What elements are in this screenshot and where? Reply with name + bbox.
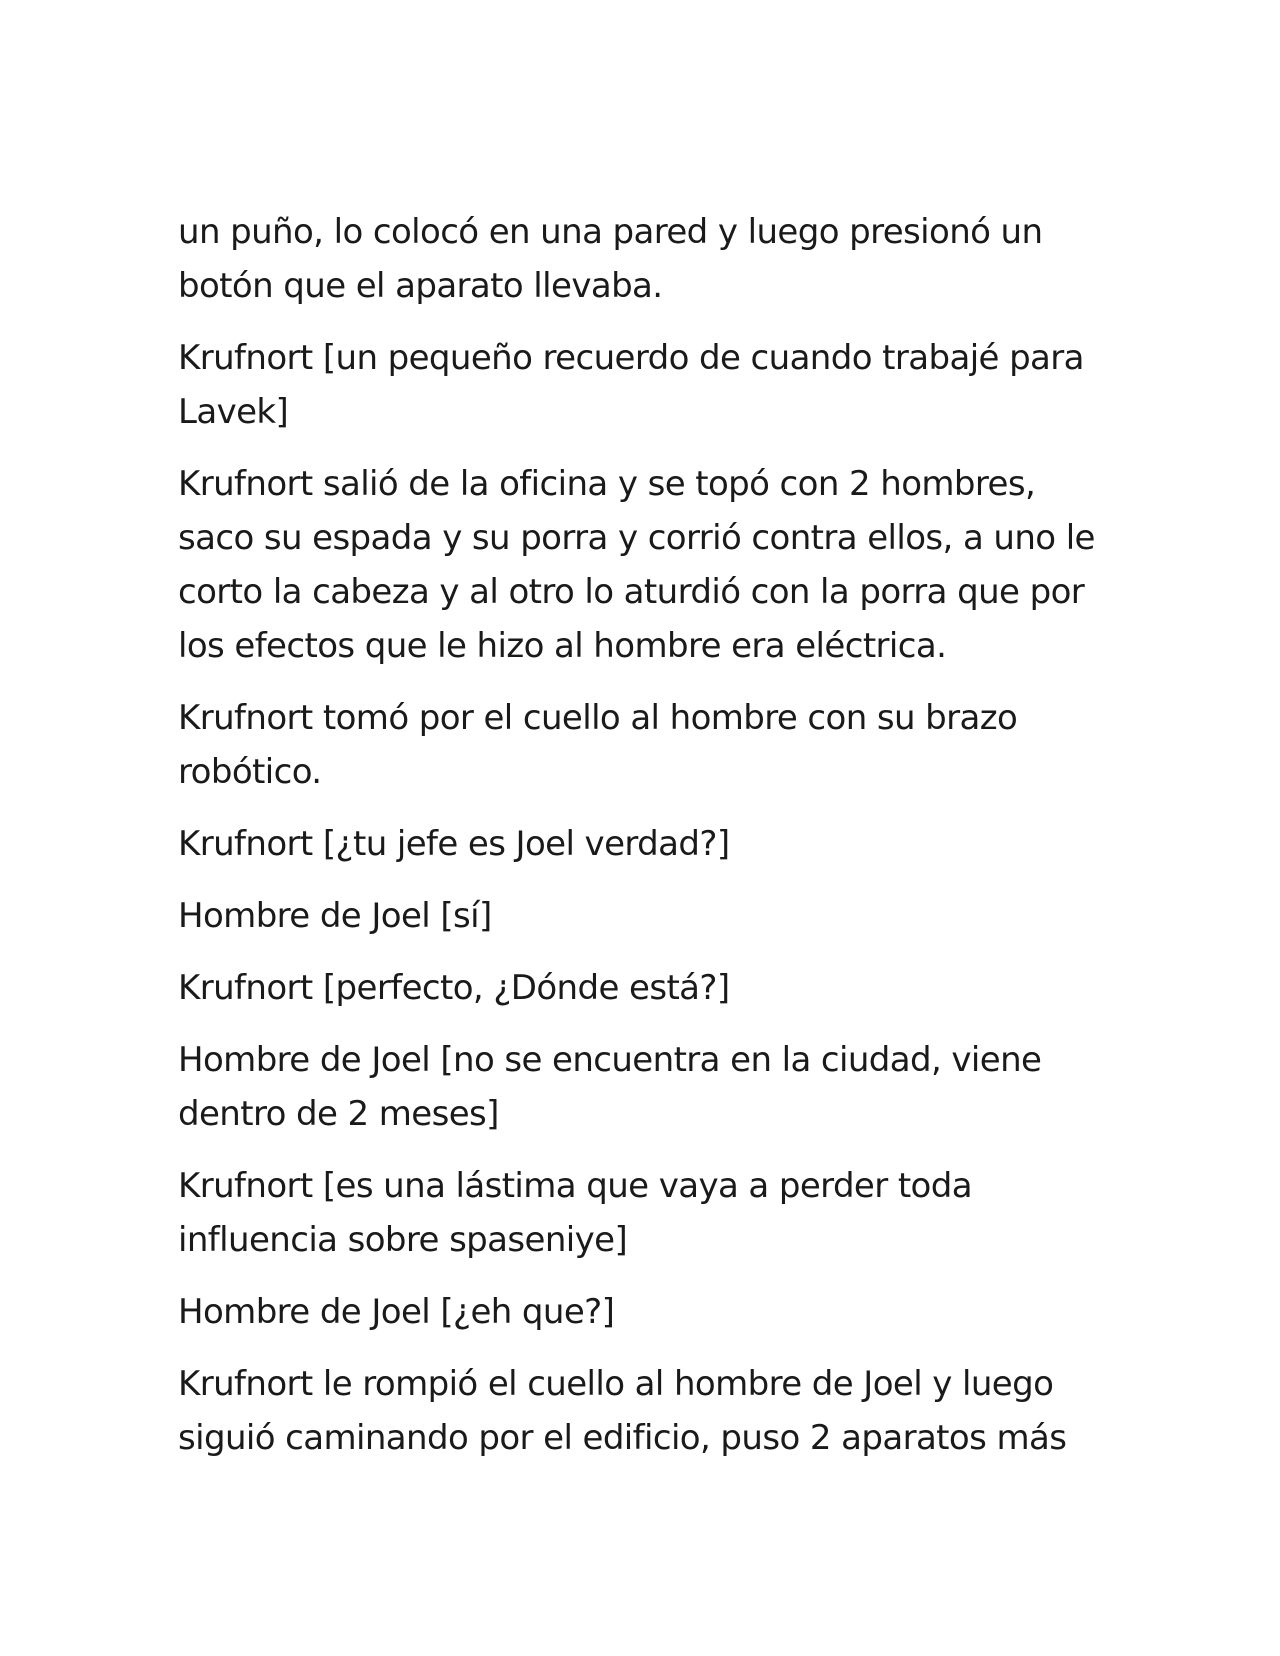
paragraph: Krufnort le rompió el cuello al hombre de Joel y luego siguió caminando por el edificio, puso 2 aparatos más bbox=[178, 1364, 1067, 1458]
paragraph: Krufnort [un pequeño recuerdo de cuando trabajé para Lavek] bbox=[178, 338, 1084, 432]
paragraph: Krufnort [perfecto, ¿Dónde está?] bbox=[178, 968, 730, 1008]
paragraph: Hombre de Joel [no se encuentra en la ciudad, viene dentro de 2 meses] bbox=[178, 1040, 1042, 1134]
paragraph: Krufnort [es una lástima que vaya a perder toda influencia sobre spaseniye] bbox=[178, 1166, 972, 1260]
paragraph: Hombre de Joel [sí] bbox=[178, 896, 492, 936]
paragraph: Hombre de Joel [¿eh que?] bbox=[178, 1292, 615, 1332]
document-body bbox=[178, 205, 1118, 1483]
paragraph: un puño, lo colocó en una pared y luego presionó un botón que el aparato llevaba. bbox=[178, 212, 1043, 306]
paragraph: Krufnort salió de la oficina y se topó con 2 hombres, saco su espada y su porra y corrió contra ellos, a uno le corto la cabeza y al otro lo aturdió con la porra que por los efectos que le hizo al hombre era eléctrica. bbox=[178, 464, 1095, 666]
paragraph: Krufnort tomó por el cuello al hombre con su brazo robótico. bbox=[178, 698, 1018, 792]
paragraph: Krufnort [¿tu jefe es Joel verdad?] bbox=[178, 824, 730, 864]
